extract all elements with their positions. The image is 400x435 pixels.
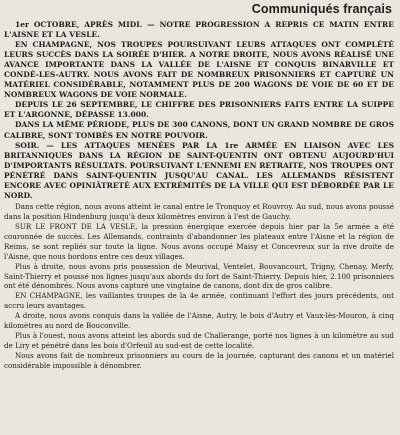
bulletin-body-block <box>4 202 394 371</box>
body-paragraph: Nous avons fait de nombreux prisonniers au cours de la journée, capturant des canons et un matériel considérable impossible à dénombrer. <box>4 351 394 371</box>
body-paragraph: SUR LE FRONT DE LA VESLE, la pression énergique exercée depuis hier par la 5e armée a été couronnée de succès. Les Allemands, contraints d'abandonner les plateaux entre l'Aisne et la région de Reims, se sont repliés sur toute la ligne. Nous avons occupé Maisy et Concevreux sur la rive droite de l'Aisne, que nous bordons entre ces deux villages. <box>4 221 394 261</box>
bulletin-headline-block <box>4 20 394 201</box>
caps-paragraph: SOIR. — LES ATTAQUES MENÉES PAR LA 1re ARMÉE EN LIAISON AVEC LES BRITANNIQUES DANS LA RÉGION DE SAINT-QUENTIN ONT OBTENU AUJOURD'HUI D'IMPORTANTS RÉSULTATS. POURSUIVANT L'ENNEMI EN RETRAITE, NOS TROUPES ONT PÉNÉTRÉ DANS SAINT-QUENTIN JUSQU'AU CANAL. LES ALLEMANDS RÉSISTENT ENCORE AVEC OPINIÂTRETÉ AUX EXTRÉMITÉS DE LA VILLE QUI EST DÉBORDÉE PAR LE NORD. <box>4 140 394 200</box>
caps-paragraph: DEPUIS LE 26 SEPTEMBRE, LE CHIFFRE DES PRISONNIERS FAITS ENTRE LA SUIPPE ET L'ARGONNE, DÉPASSE 13.000. <box>4 100 394 120</box>
body-paragraph: A droite, nous avons conquis dans la vallée de l'Aisne, Autry, le bois d'Autry et Vaux-lès-Mouron, à cinq kilomètres au nord de Bouconville. <box>4 311 394 331</box>
body-paragraph: EN CHAMPAGNE, les vaillantes troupes de la 4e armée, continuant l'effort des jours précédents, ont accru leurs avantages. <box>4 291 394 311</box>
section-title: Communiqués français <box>251 2 392 16</box>
caps-paragraph: DANS LA MÊME PÉRIODE, PLUS DE 300 CANONS, DONT UN GRAND NOMBRE DE GROS CALIBRE, SONT TOMBÉS EN NOTRE POUVOIR. <box>4 120 394 140</box>
caps-paragraph: EN CHAMPAGNE, NOS TROUPES POURSUIVANT LEURS ATTAQUES ONT COMPLÉTÉ LEURS SUCCÈS DANS LA SOIRÉE D'HIER. A NOTRE DROITE, NOUS AVONS RÉALISÉ UNE AVANCE IMPORTANTE DANS LA VALLÉE DE L'AISNE ET CONQUIS BINARVILLE ET CONDÉ-LES-AUTRY. NOUS AVONS FAIT DE NOMBREUX PRISONNIERS ET CAPTURÉ UN MATÉRIEL CONSIDÉRABLE, NOTAMMENT PLUS DE 200 WAGONS DE VOIE DE 60 ET DE NOMBREUX WAGONS DE VOIE NORMALE. <box>4 40 394 100</box>
body-paragraph: Dans cette région, nous avons atteint le canal entre le Tronquoy et Rouvroy. Au sud, nous avons poussé dans la position Hindenburg jusqu'à deux kilomètres environ à l'est de Gauchy. <box>4 201 394 221</box>
body-paragraph: Plus à droite, nous avons pris possession de Meurival, Ventelet, Bouvancourt, Trigny, Chenay, Merfy, Saint-Thierry et poussé nos lignes jusqu'aux abords du fort de Saint-Thierry. Depuis hier, 2.100 prisonniers ont été dénombrés. Nous avons capturé une vingtaine de canons, dont dix de gros calibre. <box>4 261 394 291</box>
body-paragraph: Plus à l'ouest, nous avons atteint les abords sud de Challerange, porté nos lignes à un kilomètre au sud de Liry et pénétré dans les bois d'Orfeuil au sud-est de cette localité. <box>4 331 394 351</box>
caps-paragraph: 1er OCTOBRE, APRÈS MIDI. — NOTRE PROGRESSION A REPRIS CE MATIN ENTRE L'AISNE ET LA VESLE. <box>4 20 394 40</box>
